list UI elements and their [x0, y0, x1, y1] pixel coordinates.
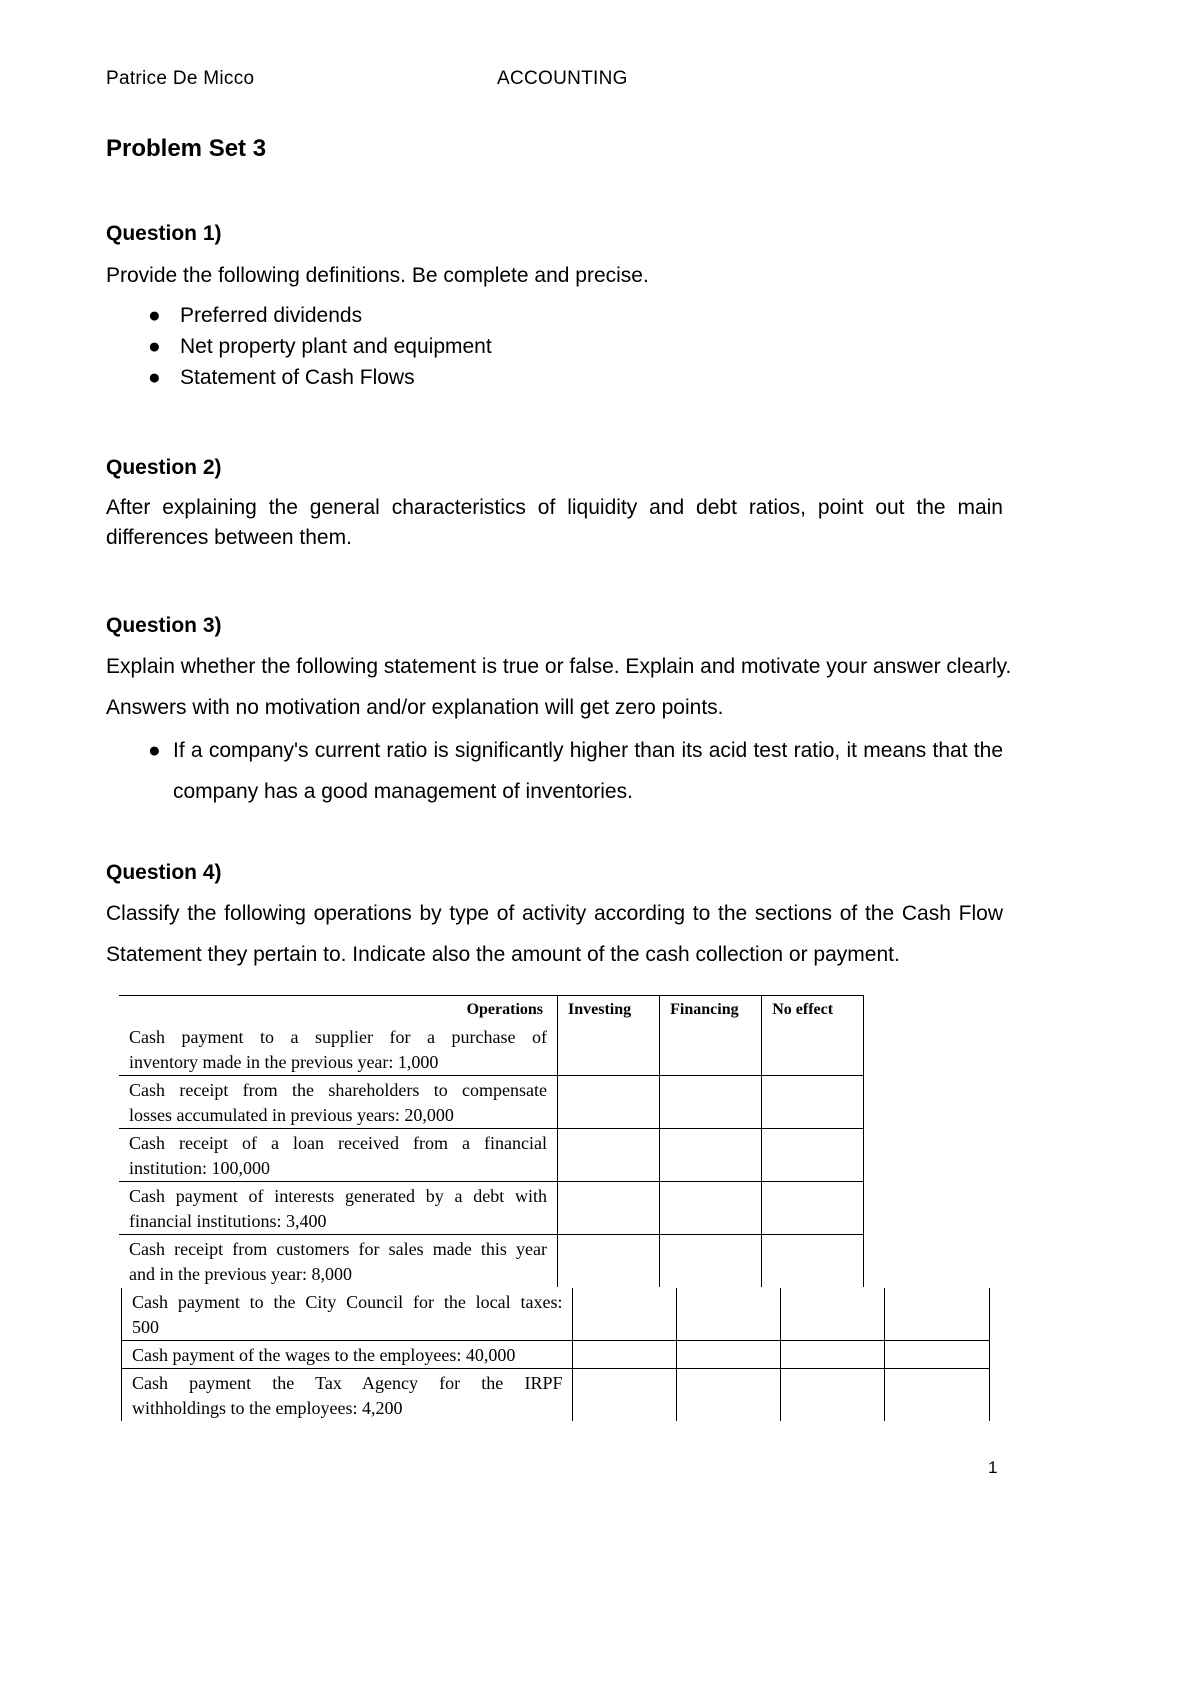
header-subject: ACCOUNTING [497, 68, 628, 89]
financing-cell[interactable] [660, 1129, 762, 1182]
no-effect-cell[interactable] [885, 1369, 990, 1422]
operations-cell[interactable] [573, 1288, 677, 1341]
operation-description: Cash receipt of a loan received from a financial institution: 100,000 [119, 1129, 558, 1182]
financing-cell[interactable] [781, 1369, 885, 1422]
question-3-heading: Question 3) [106, 614, 222, 637]
question-2-heading: Question 2) [106, 456, 222, 479]
bullet-icon: ● [148, 304, 161, 327]
investing-cell[interactable] [558, 1023, 660, 1076]
question-1-prompt: Provide the following definitions. Be complete and precise. [106, 264, 649, 287]
financing-cell[interactable] [660, 1182, 762, 1235]
header-author: Patrice De Micco [106, 68, 255, 89]
list-item: ● Statement of Cash Flows [148, 366, 415, 389]
operations-cell[interactable] [573, 1341, 677, 1369]
no-effect-cell[interactable] [762, 1129, 864, 1182]
question-4-line-2: Statement they pertain to. Indicate also the amount of the cash collection or payment. [106, 943, 900, 966]
question-4-line-1: Classify the following operations by type of activity according to the sections of the Cash Flow [106, 902, 1003, 925]
investing-cell[interactable] [558, 1182, 660, 1235]
no-effect-cell[interactable] [762, 1023, 864, 1076]
operation-description: Cash payment of the wages to the employees: 40,000 [122, 1341, 573, 1369]
cash-flow-table-2 [121, 1288, 990, 1421]
financing-cell[interactable] [660, 1023, 762, 1076]
financing-cell[interactable] [660, 1076, 762, 1129]
question-2-line-2: differences between them. [106, 526, 352, 549]
list-item: ● Net property plant and equipment [148, 335, 492, 358]
table-row [122, 1341, 990, 1369]
no-effect-cell[interactable] [762, 1182, 864, 1235]
question-3-line-2: Answers with no motivation and/or explanation will get zero points. [106, 696, 724, 719]
bullet-icon: ● [148, 335, 161, 358]
operation-description: Cash payment the Tax Agency for the IRPF withholdings to the employees: 4,200 [122, 1369, 573, 1422]
investing-cell[interactable] [677, 1369, 781, 1422]
investing-cell[interactable] [558, 1129, 660, 1182]
list-item: ● Preferred dividends [148, 304, 363, 327]
table-row [122, 1369, 990, 1422]
column-header-no-effect: No effect [762, 996, 864, 1024]
operation-description: Cash receipt from customers for sales made this year and in the previous year: 8,000 [119, 1235, 558, 1288]
financing-cell[interactable] [660, 1235, 762, 1288]
bullet-icon: ● [148, 366, 161, 389]
financing-cell[interactable] [781, 1288, 885, 1341]
question-3-statement-line-2: company has a good management of inventories. [173, 780, 633, 803]
bullet-icon: ● [148, 739, 161, 762]
column-header-operations: Operations [119, 996, 558, 1024]
no-effect-cell[interactable] [762, 1076, 864, 1129]
financing-cell[interactable] [781, 1341, 885, 1369]
question-3-line-1: Explain whether the following statement is true or false. Explain and motivate your answer clearly. [106, 655, 1012, 678]
operation-description: Cash payment to a supplier for a purchase of inventory made in the previous year: 1,000 [119, 1023, 558, 1076]
investing-cell[interactable] [558, 1235, 660, 1288]
operations-cell[interactable] [573, 1369, 677, 1422]
no-effect-cell[interactable] [885, 1288, 990, 1341]
question-1-list [106, 304, 492, 397]
page-number: 1 [988, 1458, 998, 1477]
table-row [122, 1288, 990, 1341]
investing-cell[interactable] [558, 1076, 660, 1129]
no-effect-cell[interactable] [885, 1341, 990, 1369]
column-header-investing: Investing [558, 996, 660, 1024]
operation-description: Cash receipt from the shareholders to compensate losses accumulated in previous years: 20,000 [119, 1076, 558, 1129]
column-header-financing: Financing [660, 996, 762, 1024]
question-2-line-1: After explaining the general characteristics of liquidity and debt ratios, point out the main [106, 496, 1003, 519]
no-effect-cell[interactable] [762, 1235, 864, 1288]
table-row [119, 1129, 966, 1182]
table-row [119, 1182, 966, 1235]
table-row [119, 1076, 966, 1129]
question-4-heading: Question 4) [106, 861, 222, 884]
table-row [119, 1235, 966, 1288]
cash-flow-table-1 [119, 995, 966, 1287]
page-title: Problem Set 3 [106, 135, 267, 162]
question-3-statement-line-1: If a company's current ratio is significantly higher than its acid test ratio, it means that the [173, 739, 1003, 762]
table-row [119, 1023, 966, 1076]
investing-cell[interactable] [677, 1341, 781, 1369]
operation-description: Cash payment of interests generated by a debt with financial institutions: 3,400 [119, 1182, 558, 1235]
operation-description: Cash payment to the City Council for the local taxes: 500 [122, 1288, 573, 1341]
investing-cell[interactable] [677, 1288, 781, 1341]
question-1-heading: Question 1) [106, 222, 222, 245]
